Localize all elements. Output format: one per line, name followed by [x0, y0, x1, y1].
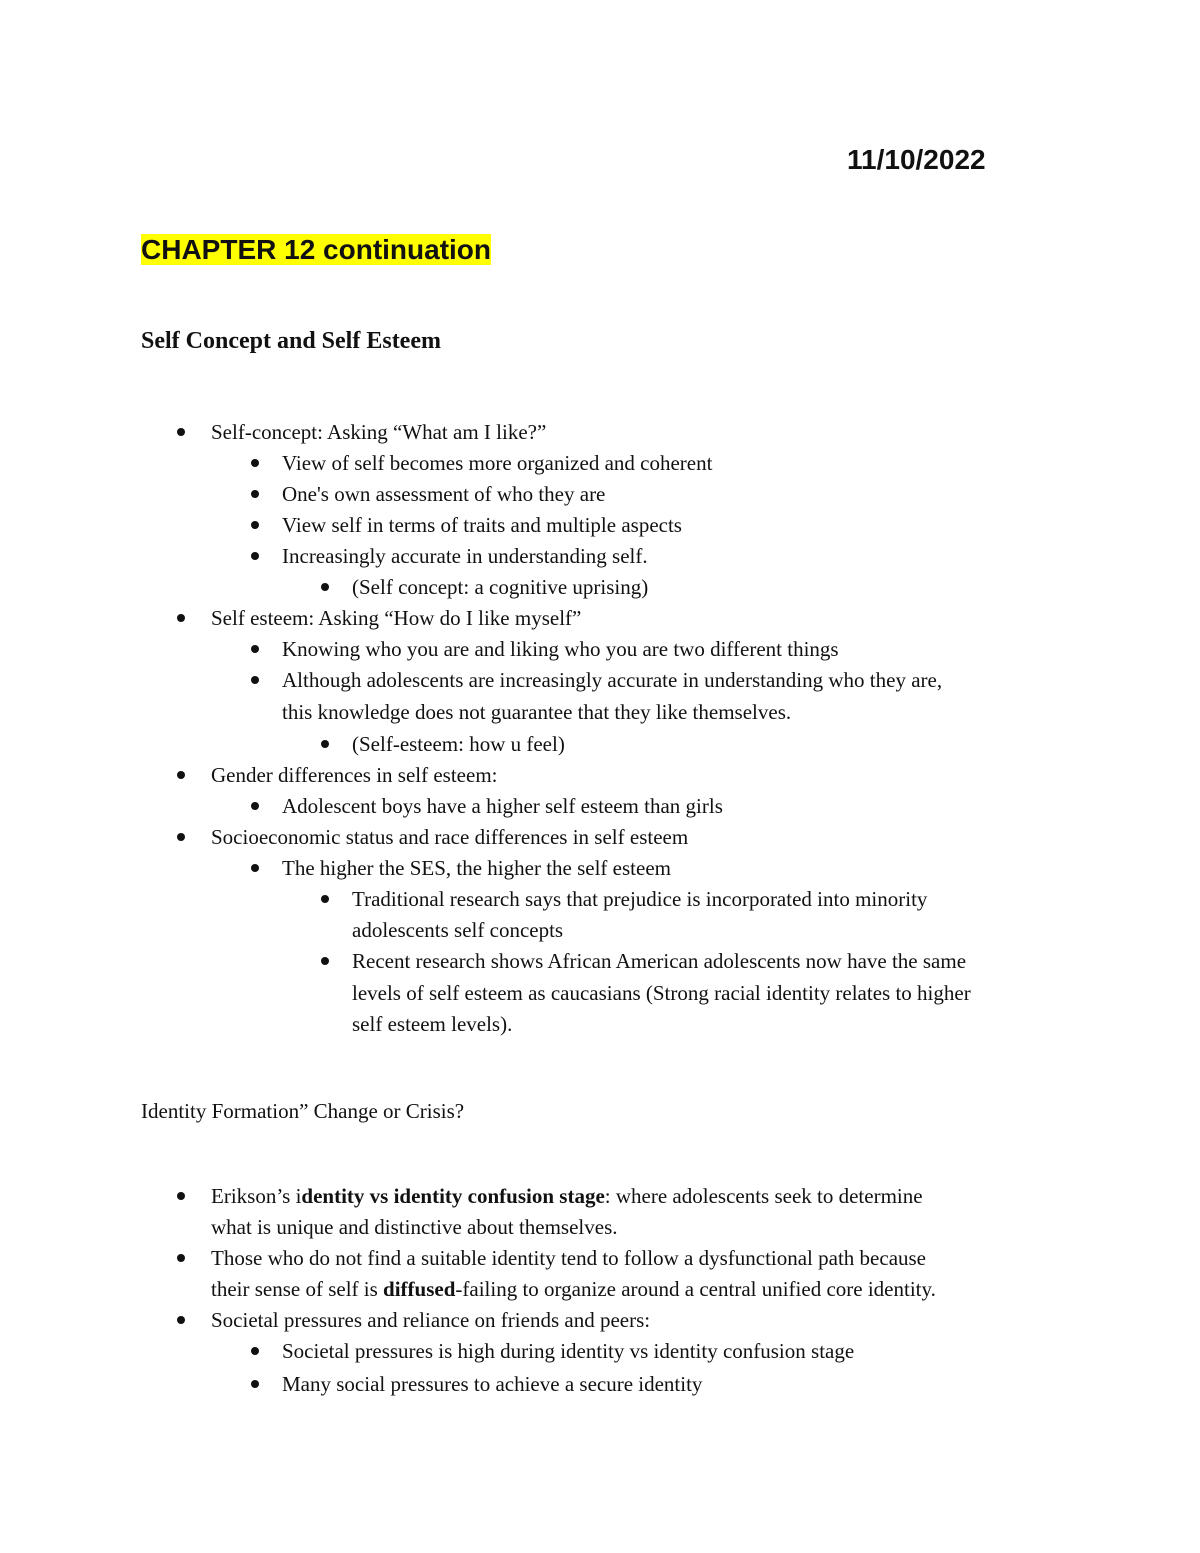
- bullet-icon: [251, 459, 259, 467]
- bullet-icon: [251, 490, 259, 498]
- list-item: View self in terms of traits and multiple aspects: [282, 510, 682, 541]
- list-item: Societal pressures and reliance on friends and peers:: [211, 1305, 650, 1336]
- list-item-continuation: self esteem levels).: [352, 1012, 513, 1036]
- list-item: View of self becomes more organized and coherent: [282, 448, 712, 479]
- section-title-self-concept: Self Concept and Self Esteem: [141, 328, 441, 354]
- bullet-icon: [177, 1254, 185, 1262]
- bullet-icon: [321, 957, 329, 965]
- list-item: Self esteem: Asking “How do I like myself”: [211, 603, 581, 634]
- bullet-icon: [321, 740, 329, 748]
- list-item-continuation: what is unique and distinctive about themselves.: [211, 1215, 618, 1239]
- bullet-icon: [251, 1380, 259, 1388]
- list-item-continuation: levels of self esteem as caucasians (Strong racial identity relates to higher: [352, 981, 971, 1005]
- list-item: Recent research shows African American adolescents now have the same: [352, 946, 966, 977]
- list-item: One's own assessment of who they are: [282, 479, 605, 510]
- section-title-identity-formation: Identity Formation” Change or Crisis?: [141, 1099, 465, 1123]
- chapter-heading: [141, 232, 491, 268]
- list-item: (Self concept: a cognitive uprising): [352, 572, 648, 603]
- list-item: Adolescent boys have a higher self esteem than girls: [282, 791, 723, 822]
- list-item: Although adolescents are increasingly accurate in understanding who they are,: [282, 665, 942, 696]
- list-item-continuation: this knowledge does not guarantee that they like themselves.: [282, 700, 792, 724]
- list-item: Knowing who you are and liking who you are two different things: [282, 634, 839, 665]
- bullet-icon: [251, 521, 259, 529]
- list-item: Many social pressures to achieve a secure identity: [282, 1369, 702, 1400]
- bullet-icon: [251, 1347, 259, 1355]
- list-item: (Self-esteem: how u feel): [352, 729, 565, 760]
- bullet-icon: [251, 802, 259, 810]
- list-item: The higher the SES, the higher the self esteem: [282, 853, 671, 884]
- list-item-continuation: their sense of self is diffused-failing to organize around a central unified core identity.: [211, 1277, 936, 1301]
- list-item: Societal pressures is high during identity vs identity confusion stage: [282, 1336, 854, 1367]
- chapter-heading-highlight: CHAPTER 12 continuation: [141, 234, 492, 265]
- bullet-icon: [177, 1192, 185, 1200]
- list-item: Gender differences in self esteem:: [211, 760, 497, 791]
- list-item: Increasingly accurate in understanding self.: [282, 541, 648, 572]
- bullet-icon: [251, 552, 259, 560]
- bullet-icon: [177, 614, 185, 622]
- bullet-icon: [177, 771, 185, 779]
- list-item: Erikson’s identity vs identity confusion stage: where adolescents seek to determine: [211, 1181, 923, 1212]
- bullet-icon: [251, 864, 259, 872]
- list-item: Socioeconomic status and race differences in self esteem: [211, 822, 688, 853]
- bullet-icon: [177, 428, 185, 436]
- bullet-icon: [321, 895, 329, 903]
- bullet-icon: [177, 833, 185, 841]
- list-item-continuation: adolescents self concepts: [352, 918, 564, 942]
- bold-term: diffused: [383, 1277, 456, 1301]
- bullet-icon: [177, 1316, 185, 1324]
- bullet-icon: [251, 645, 259, 653]
- document-date: 11/10/2022: [847, 144, 986, 175]
- list-item: Those who do not find a suitable identity tend to follow a dysfunctional path because: [211, 1243, 926, 1274]
- list-item: Self-concept: Asking “What am I like?”: [211, 417, 546, 448]
- list-item: Traditional research says that prejudice is incorporated into minority: [352, 884, 927, 915]
- bold-term: dentity vs identity confusion stage: [301, 1184, 605, 1208]
- bullet-icon: [321, 583, 329, 591]
- bullet-icon: [251, 676, 259, 684]
